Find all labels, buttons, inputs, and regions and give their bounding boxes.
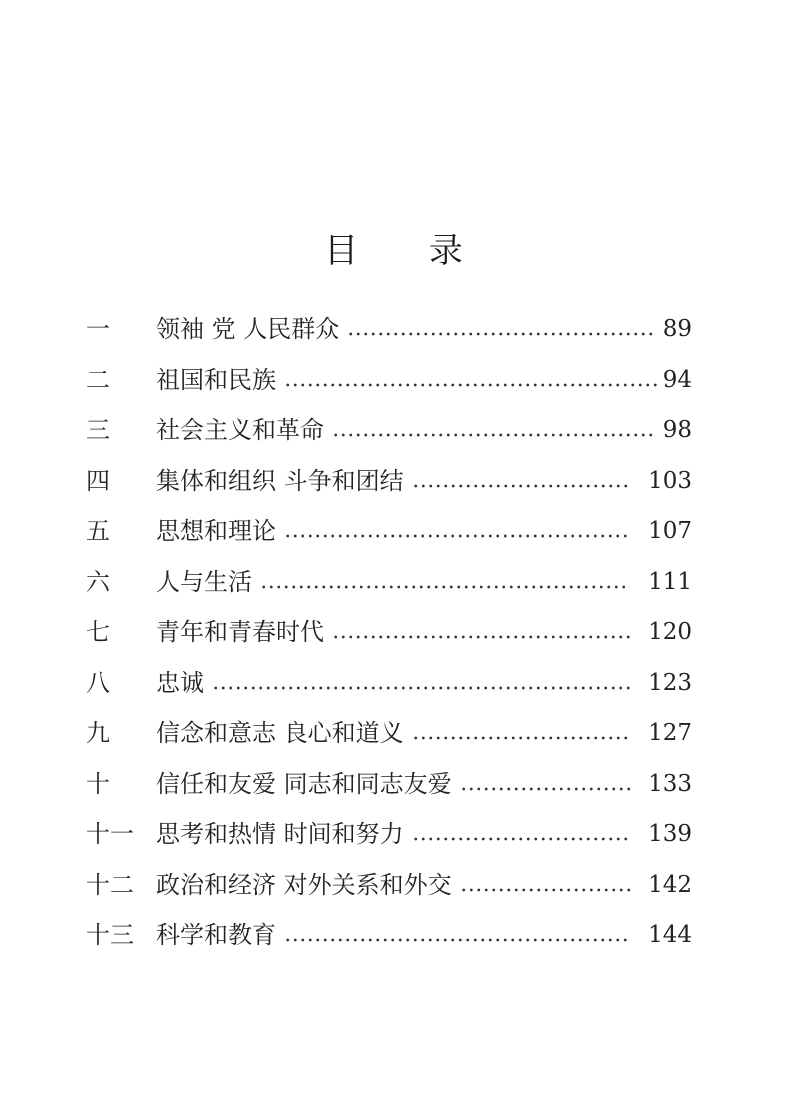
toc-entry-4[interactable] xyxy=(86,456,692,507)
dot-leader xyxy=(332,607,630,657)
dot-leader xyxy=(412,708,630,758)
table-of-contents xyxy=(86,304,692,961)
dot-leader xyxy=(460,860,630,910)
page-title: 目 录 xyxy=(324,230,493,271)
toc-number: 十一 xyxy=(86,820,134,849)
toc-entry-3[interactable] xyxy=(86,405,692,456)
toc-entry-6[interactable] xyxy=(86,557,692,608)
dot-leader xyxy=(260,557,630,607)
toc-number: 八 xyxy=(86,668,110,697)
toc-entry-1[interactable] xyxy=(86,304,692,355)
toc-number: 九 xyxy=(86,719,110,748)
toc-page-number: 94 xyxy=(662,366,692,393)
toc-number: 十 xyxy=(86,769,110,798)
toc-number: 十三 xyxy=(86,921,134,950)
toc-number: 四 xyxy=(86,466,110,495)
toc-number: 五 xyxy=(86,517,110,546)
toc-title: 人与生活 xyxy=(156,567,252,596)
toc-page-number: 142 xyxy=(648,871,692,898)
toc-page-number: 98 xyxy=(662,417,692,444)
toc-title: 领袖 党 人民群众 xyxy=(156,315,340,344)
dot-leader xyxy=(347,304,656,354)
toc-entry-5[interactable] xyxy=(86,506,692,557)
toc-entry-10[interactable] xyxy=(86,759,692,810)
toc-entry-12[interactable] xyxy=(86,860,692,911)
toc-entry-9[interactable] xyxy=(86,708,692,759)
toc-page-number: 123 xyxy=(648,669,692,696)
toc-title: 祖国和民族 xyxy=(156,365,276,394)
dot-leader xyxy=(284,355,657,405)
dot-leader xyxy=(332,405,657,455)
toc-page-number: 103 xyxy=(648,467,692,494)
dot-leader xyxy=(284,910,630,960)
toc-title: 社会主义和革命 xyxy=(156,416,324,445)
toc-entry-13[interactable] xyxy=(86,910,692,961)
toc-number: 六 xyxy=(86,567,110,596)
toc-page-number: 144 xyxy=(648,922,692,949)
toc-page-number: 120 xyxy=(648,619,692,646)
toc-title: 青年和青春时代 xyxy=(156,618,324,647)
dot-leader xyxy=(460,759,630,809)
dot-leader xyxy=(412,456,630,506)
toc-entry-2[interactable] xyxy=(86,355,692,406)
toc-page-number: 89 xyxy=(662,316,692,343)
toc-page-number: 139 xyxy=(648,821,692,848)
toc-number: 三 xyxy=(86,416,110,445)
toc-number: 十二 xyxy=(86,870,134,899)
dot-leader xyxy=(284,506,630,556)
toc-number: 七 xyxy=(86,618,110,647)
toc-number: 一 xyxy=(86,315,110,344)
toc-entry-7[interactable] xyxy=(86,607,692,658)
dot-leader xyxy=(412,809,630,859)
toc-title: 科学和教育 xyxy=(156,921,276,950)
toc-title: 政治和经济 对外关系和外交 xyxy=(156,870,452,899)
toc-page-number: 127 xyxy=(648,720,692,747)
toc-number: 二 xyxy=(86,365,110,394)
toc-page-number: 133 xyxy=(648,770,692,797)
toc-title: 思想和理论 xyxy=(156,517,276,546)
toc-entry-8[interactable] xyxy=(86,658,692,709)
toc-page-number: 111 xyxy=(648,568,692,595)
toc-title: 信念和意志 良心和道义 xyxy=(156,719,404,748)
toc-title: 忠诚 xyxy=(156,668,204,697)
toc-page-number: 107 xyxy=(648,518,692,545)
toc-title: 集体和组织 斗争和团结 xyxy=(156,466,404,495)
toc-title: 思考和热情 时间和努力 xyxy=(156,820,404,849)
dot-leader xyxy=(212,658,630,708)
toc-title: 信任和友爱 同志和同志友爱 xyxy=(156,769,452,798)
toc-entry-11[interactable] xyxy=(86,809,692,860)
